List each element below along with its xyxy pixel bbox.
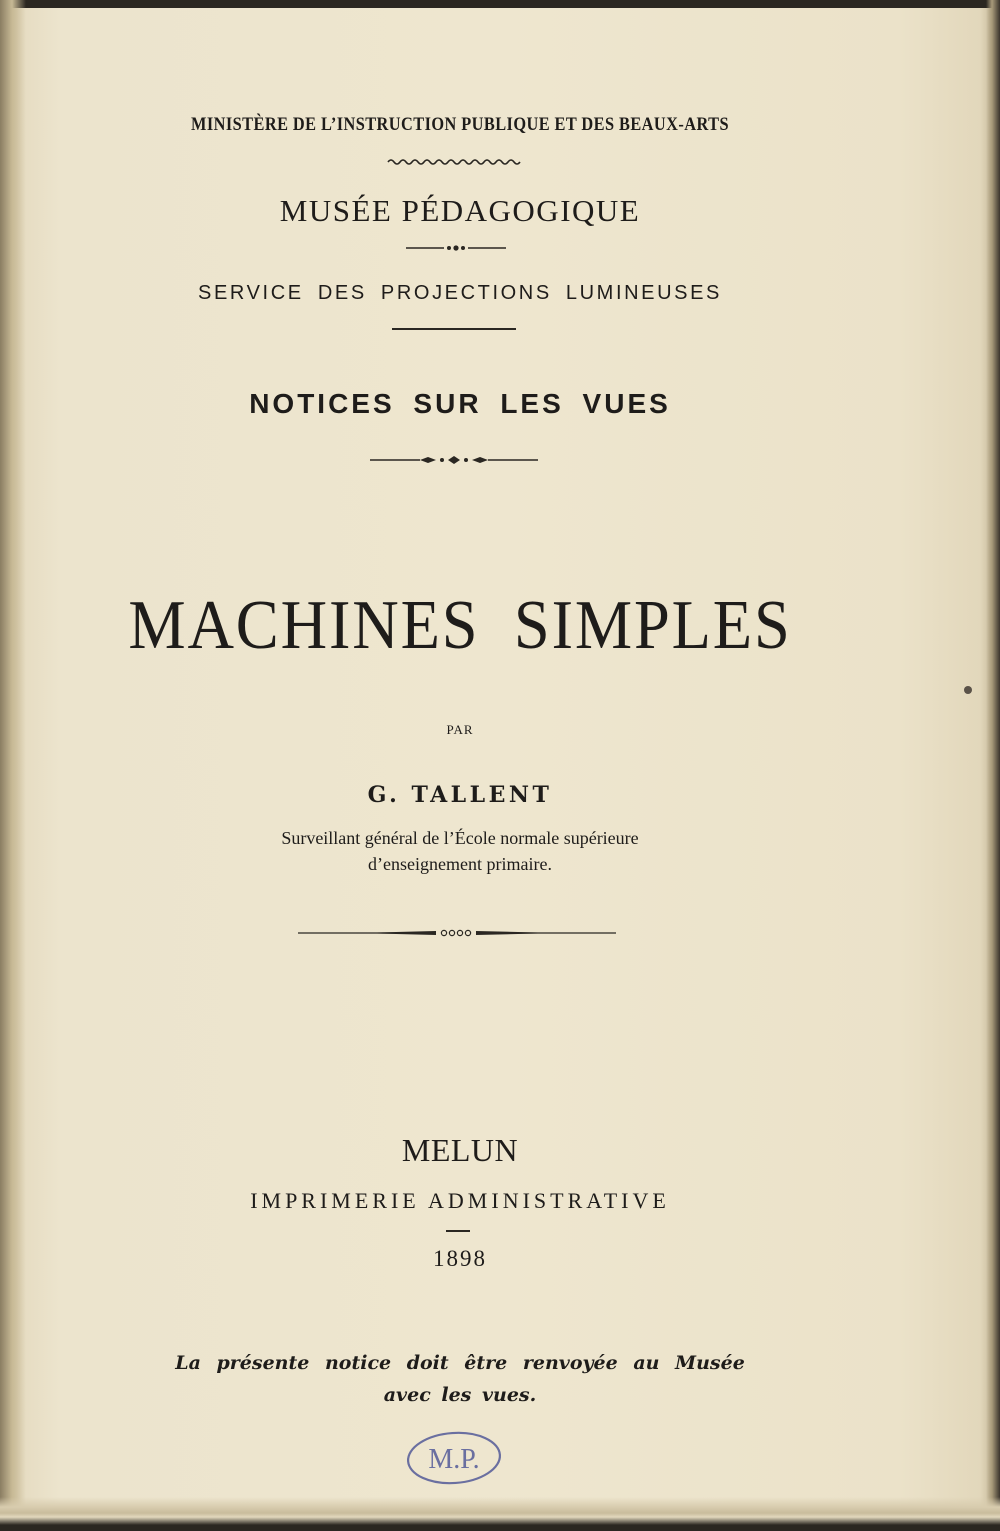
page-right-edge (986, 0, 1000, 1531)
return-notice-line1: La présente notice doit être renvoyée au Musée (175, 1352, 745, 1374)
paper-speck (964, 686, 972, 694)
series-heading: NOTICES SUR LES VUES (249, 388, 671, 419)
decorative-rule-ornament (368, 452, 540, 468)
small-rule-ornament (404, 241, 508, 255)
long-rule-ornament (296, 926, 618, 940)
binding-shadow (0, 0, 26, 1531)
library-stamp (404, 1428, 508, 1488)
page-top-edge (0, 0, 1000, 8)
return-notice-line2: avec les vues. (383, 1384, 537, 1406)
museum-heading: MUSÉE PÉDAGOGIQUE (279, 193, 641, 228)
author-role-line2: d’enseignement primaire. (368, 854, 552, 874)
stamp-text: M.P. (428, 1444, 480, 1475)
imprint-city: MELUN (401, 1132, 519, 1168)
imprint-printer: IMPRIMERIE ADMINISTRATIVE (250, 1188, 670, 1213)
ministry-heading: MINISTÈRE DE L’INSTRUCTION PUBLIQUE ET DES BEAUX-ARTS (191, 114, 729, 135)
wavy-rule-ornament (386, 157, 522, 167)
by-label: PAR (446, 722, 474, 737)
author-role-line1: Surveillant général de l’École normale supérieure (281, 828, 639, 848)
service-heading: SERVICE DES PROJECTIONS LUMINEUSES (198, 282, 722, 304)
year-divider (446, 1230, 470, 1232)
page-bottom-edge (0, 1497, 1000, 1531)
imprint-year: 1898 (433, 1246, 487, 1271)
document-title: MACHINES SIMPLES (128, 587, 792, 664)
author-name: G. TALLENT (367, 782, 553, 808)
divider-rule (392, 328, 516, 330)
